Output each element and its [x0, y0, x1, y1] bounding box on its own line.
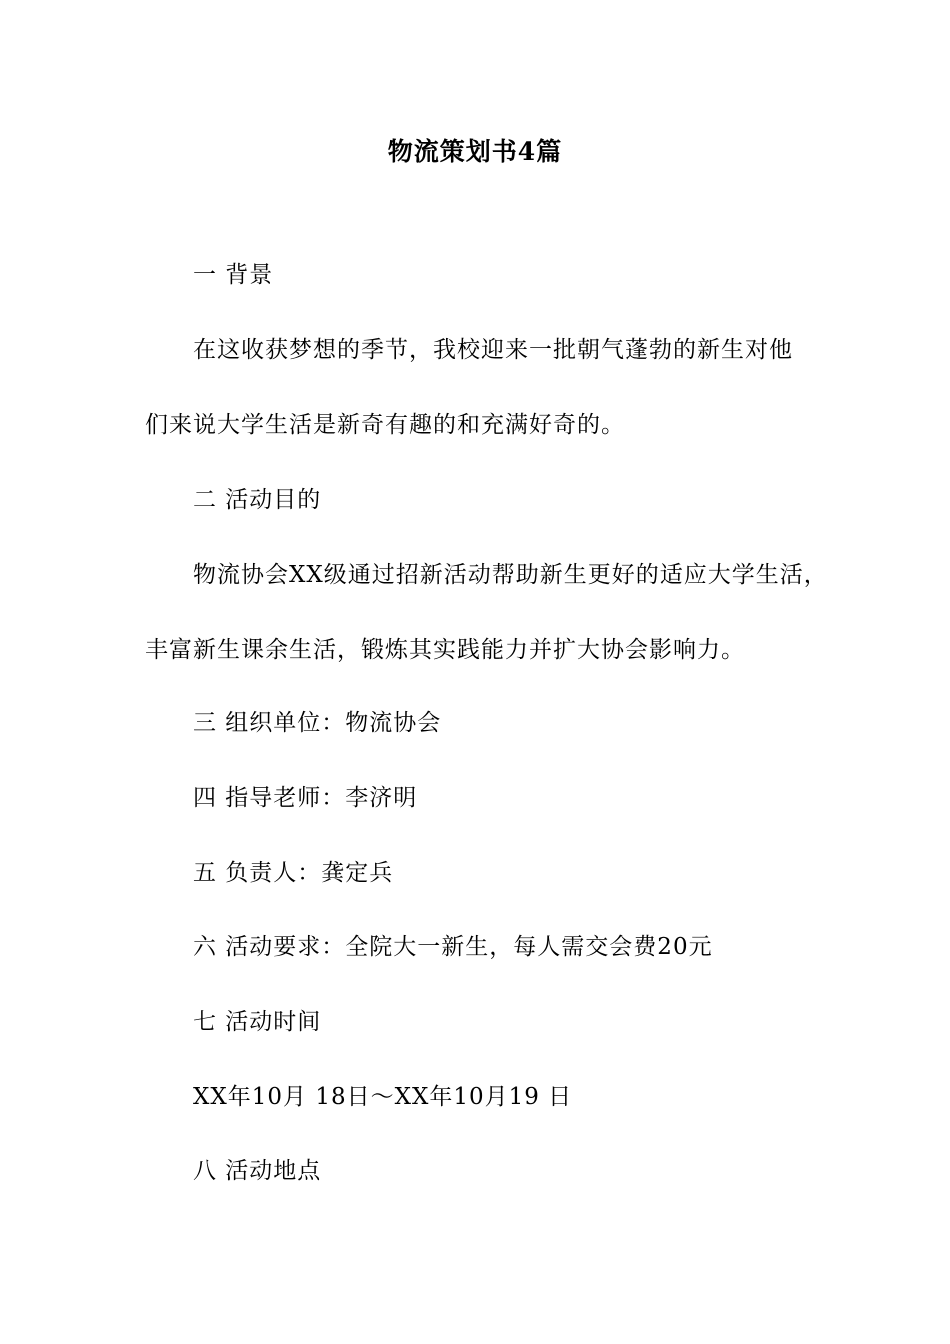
section-purpose-body — [145, 538, 835, 688]
document-title: 物流策划书4篇 — [387, 137, 563, 166]
purpose-line-2: 丰富新生课余生活，锻炼其实践能力并扩大协会影响力。 — [145, 637, 745, 663]
section-leader: 五 负责人：龚定兵 — [193, 860, 394, 886]
background-line-2: 们来说大学生活是新奇有趣的和充满好奇的。 — [145, 412, 625, 438]
section-background-body — [145, 313, 835, 463]
section-background-heading: 一 背景 — [193, 262, 274, 288]
section-advisor: 四 指导老师：李济明 — [193, 785, 418, 811]
section-time-heading: 七 活动时间 — [193, 1009, 322, 1035]
section-purpose-heading: 二 活动目的 — [193, 487, 322, 513]
section-organizer: 三 组织单位：物流协会 — [193, 710, 442, 736]
section-time-value: XX年10月 18日～XX年10月19 日 — [193, 1084, 573, 1110]
background-line-1: 在这收获梦想的季节，我校迎来一批朝气蓬勃的新生对他 — [193, 337, 793, 363]
section-requirements: 六 活动要求：全院大一新生，每人需交会费20元 — [193, 934, 713, 960]
section-location-heading: 八 活动地点 — [193, 1158, 322, 1184]
purpose-line-1: 物流协会XX级通过招新活动帮助新生更好的适应大学生活， — [193, 562, 828, 588]
